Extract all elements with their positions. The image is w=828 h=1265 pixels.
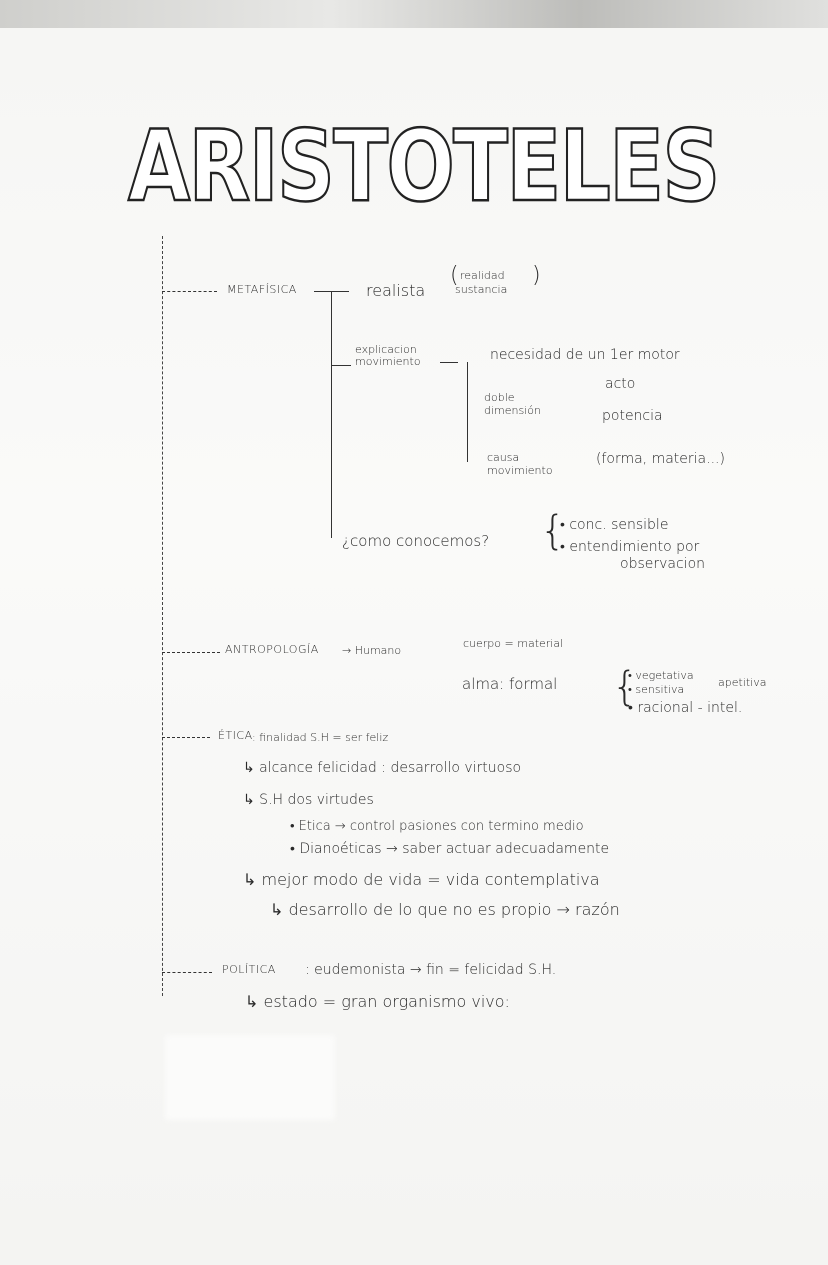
etica-line: ↳ desarrollo de lo que no es propio → razón xyxy=(270,900,620,919)
sustancia-text: sustancia xyxy=(455,283,508,296)
realista-text: realista xyxy=(366,281,426,300)
section-etica: ÉTICA xyxy=(218,729,253,742)
conc-sensible-text: • conc. sensible xyxy=(560,517,669,533)
potencia-text: potencia xyxy=(602,408,663,424)
causa-text: causa xyxy=(487,451,520,464)
blurred-region xyxy=(165,1035,335,1120)
alma-text: alma: formal xyxy=(462,675,558,693)
humano-text: → Humano xyxy=(342,644,402,657)
como-conocemos-text: ¿como conocemos? xyxy=(342,532,490,550)
page-title: ARISTOTELES xyxy=(128,110,719,224)
brace: { xyxy=(612,664,638,710)
metafisica-bracket xyxy=(331,291,332,538)
section-politica: POLÍTICA xyxy=(222,963,276,976)
cuerpo-text: cuerpo = material xyxy=(463,637,564,650)
movimiento-bracket xyxy=(467,362,468,462)
etica-line: ↳ alcance felicidad : desarrollo virtuoso xyxy=(243,760,522,776)
finalidad-text: : finalidad S.H = ser feliz xyxy=(252,731,389,744)
etica-line: • Dianoéticas → saber actuar adecuadamente xyxy=(290,841,610,857)
causa-detail-text: (forma, materia...) xyxy=(596,451,725,467)
etica-line: ↳ S.H dos virtudes xyxy=(243,792,374,808)
explicacion-text: explicacion xyxy=(355,343,417,356)
doble-text: doble xyxy=(484,391,515,404)
racional-text: • racional - intel. xyxy=(628,700,743,716)
acto-text: acto xyxy=(605,376,636,392)
dimension-text: dimensión xyxy=(484,404,541,417)
section-metafisica: METAFÍSICA xyxy=(227,283,297,296)
connector xyxy=(440,362,458,363)
main-tree-line xyxy=(162,236,163,996)
etica-line: • Etica → control pasiones con termino medio xyxy=(290,819,584,834)
branch-connector xyxy=(162,972,212,973)
apetitiva-text: apetitiva xyxy=(718,676,767,689)
paren-left: ( xyxy=(450,263,459,288)
etica-line: ↳ mejor modo de vida = vida contemplativa xyxy=(243,870,600,889)
causa-movimiento-text: movimiento xyxy=(487,464,553,477)
brace: { xyxy=(540,508,566,554)
branch-connector xyxy=(162,652,220,653)
vegetativa-text: • vegetativa xyxy=(628,669,694,682)
realidad-text: realidad xyxy=(460,269,505,282)
sensitiva-text: • sensitiva xyxy=(628,683,685,696)
observacion-text: observacion xyxy=(620,556,706,572)
connector xyxy=(331,365,351,366)
branch-connector xyxy=(162,737,210,738)
section-antropologia: ANTROPOLOGÍA xyxy=(225,643,319,656)
branch-connector xyxy=(162,291,217,292)
estado-text: ↳ estado = gran organismo vivo: xyxy=(245,992,510,1011)
paren-right: ) xyxy=(532,263,541,288)
movimiento-text: movimiento xyxy=(355,355,421,368)
eudemonista-text: : eudemonista → fin = felicidad S.H. xyxy=(305,962,557,978)
necesidad-text: necesidad de un 1er motor xyxy=(490,347,680,363)
entendimiento-text: • entendimiento por xyxy=(560,539,700,555)
